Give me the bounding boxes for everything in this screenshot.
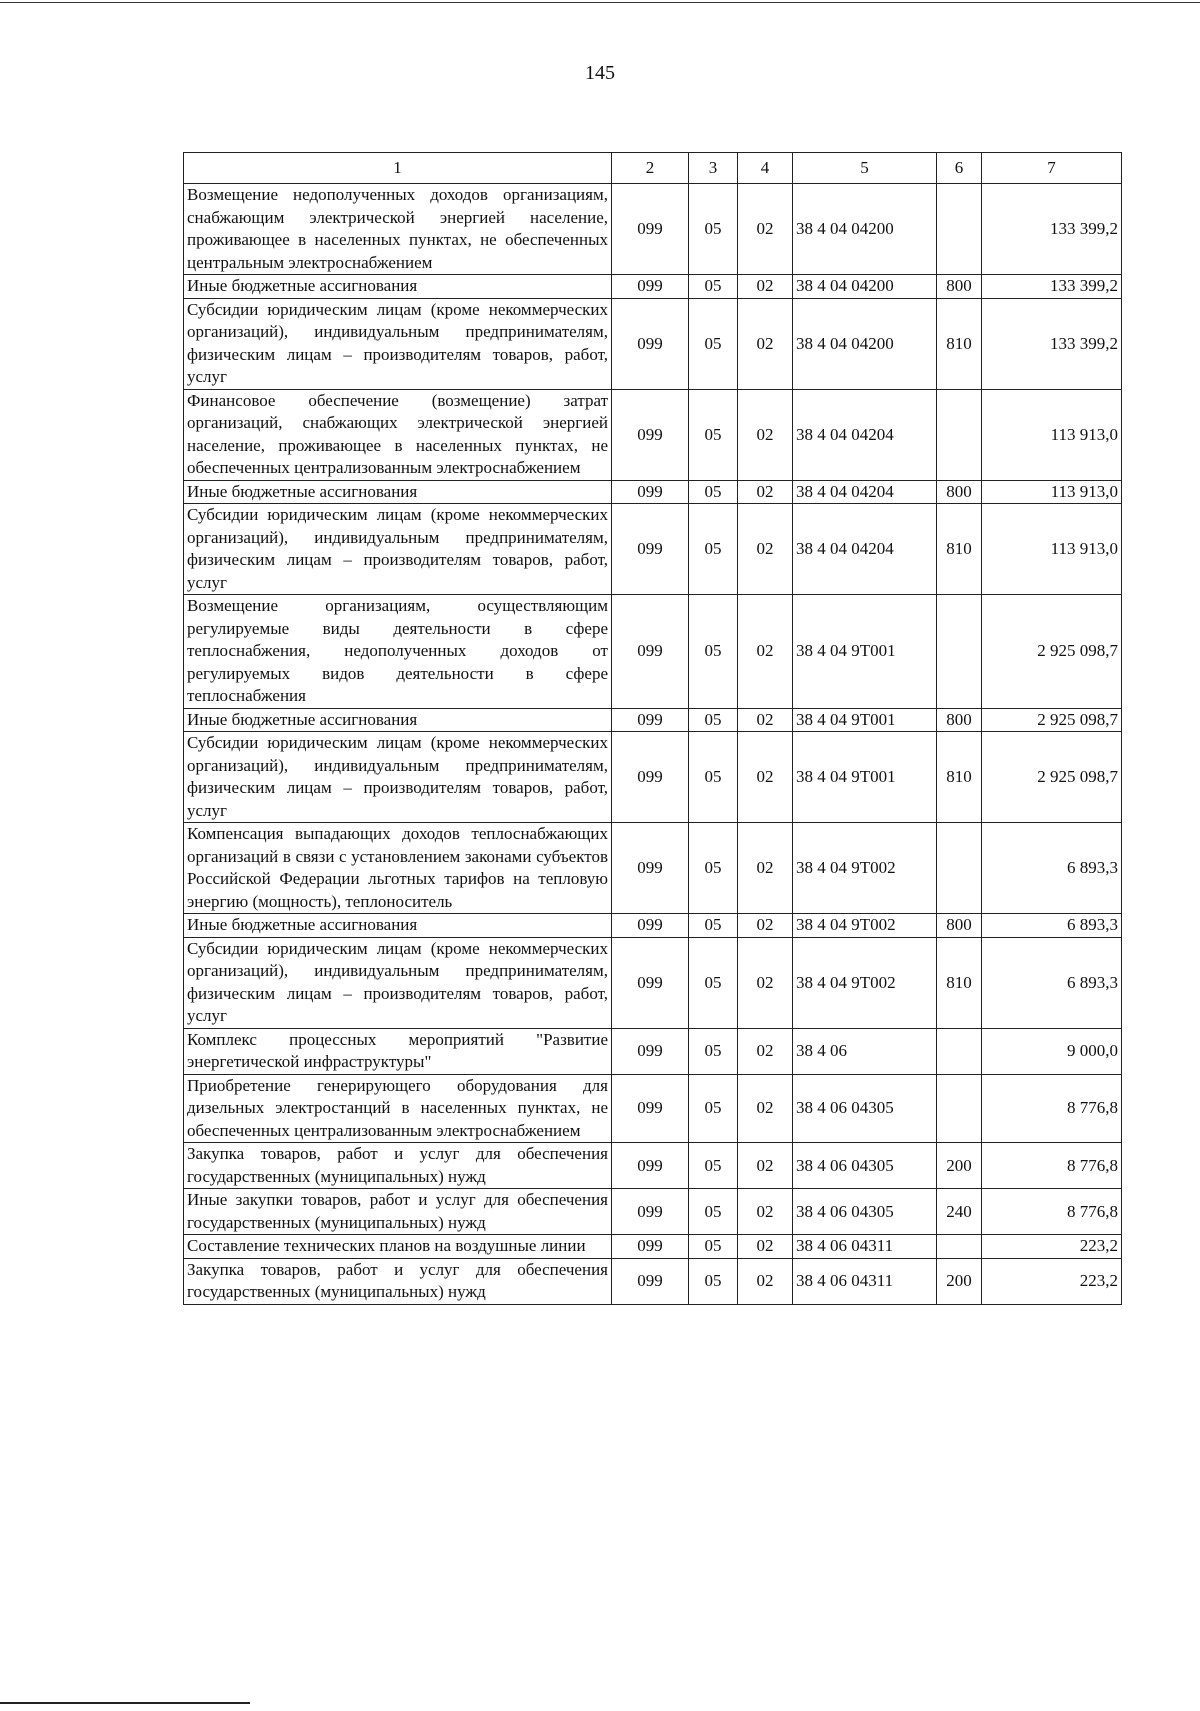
- table-row: [184, 184, 1122, 275]
- header-col-7: 7: [982, 153, 1122, 184]
- row-amount: 113 913,0: [982, 504, 1122, 595]
- row-subsection-code: 02: [738, 298, 793, 389]
- row-amount: 9 000,0: [982, 1028, 1122, 1074]
- row-expense-type-code: 810: [937, 298, 982, 389]
- row-amount: 8 776,8: [982, 1189, 1122, 1235]
- row-description: Иные бюджетные ассигнования: [184, 275, 612, 299]
- row-section-code: 05: [689, 1028, 738, 1074]
- row-amount: 6 893,3: [982, 937, 1122, 1028]
- row-section-code: 05: [689, 1258, 738, 1304]
- row-section-code: 05: [689, 823, 738, 914]
- row-section-code: 05: [689, 480, 738, 504]
- table-row: [184, 732, 1122, 823]
- header-col-4: 4: [738, 153, 793, 184]
- row-amount: 113 913,0: [982, 389, 1122, 480]
- row-section-code: 05: [689, 1074, 738, 1143]
- top-border-line: [0, 2, 1200, 3]
- row-chapter-code: 099: [612, 595, 689, 709]
- table-row: [184, 595, 1122, 709]
- row-subsection-code: 02: [738, 275, 793, 299]
- row-subsection-code: 02: [738, 914, 793, 938]
- row-section-code: 05: [689, 937, 738, 1028]
- row-section-code: 05: [689, 1189, 738, 1235]
- header-col-3: 3: [689, 153, 738, 184]
- row-subsection-code: 02: [738, 1028, 793, 1074]
- row-target-article-code: 38 4 06 04311: [793, 1258, 937, 1304]
- row-expense-type-code: 810: [937, 504, 982, 595]
- row-expense-type-code: 810: [937, 732, 982, 823]
- header-col-2: 2: [612, 153, 689, 184]
- row-section-code: 05: [689, 1235, 738, 1259]
- row-chapter-code: 099: [612, 1235, 689, 1259]
- row-section-code: 05: [689, 275, 738, 299]
- table-row: [184, 823, 1122, 914]
- row-expense-type-code: 200: [937, 1258, 982, 1304]
- row-description: Возмещение недополученных доходов организациям, снабжающим электрической энергией население, проживающее в населенных пунктах, не обеспеченных центральным электроснабжением: [184, 184, 612, 275]
- row-description: Закупка товаров, работ и услуг для обеспечения государственных (муниципальных) нужд: [184, 1258, 612, 1304]
- row-target-article-code: 38 4 06: [793, 1028, 937, 1074]
- row-expense-type-code: 200: [937, 1143, 982, 1189]
- row-section-code: 05: [689, 389, 738, 480]
- table-row: [184, 1235, 1122, 1259]
- table-body: [184, 184, 1122, 1305]
- row-expense-type-code: 810: [937, 937, 982, 1028]
- row-subsection-code: 02: [738, 732, 793, 823]
- row-target-article-code: 38 4 04 9Т002: [793, 914, 937, 938]
- row-target-article-code: 38 4 04 9Т001: [793, 732, 937, 823]
- row-subsection-code: 02: [738, 595, 793, 709]
- row-target-article-code: 38 4 04 04204: [793, 480, 937, 504]
- row-description: Возмещение организациям, осуществляющим регулируемые виды деятельности в сфере теплоснабжения, недополученных доходов от регулируемых видов деятельности в сфере теплоснабжения: [184, 595, 612, 709]
- row-expense-type-code: [937, 1074, 982, 1143]
- row-subsection-code: 02: [738, 1143, 793, 1189]
- row-amount: 133 399,2: [982, 275, 1122, 299]
- row-description: Финансовое обеспечение (возмещение) затрат организаций, снабжающих электрической энергией население, проживающее в населенных пунктах, не обеспеченных централизованным электроснабжением: [184, 389, 612, 480]
- table-row: [184, 389, 1122, 480]
- row-expense-type-code: 800: [937, 480, 982, 504]
- table-row: [184, 275, 1122, 299]
- row-chapter-code: 099: [612, 480, 689, 504]
- row-expense-type-code: [937, 823, 982, 914]
- table-row: [184, 298, 1122, 389]
- row-subsection-code: 02: [738, 504, 793, 595]
- row-amount: 6 893,3: [982, 914, 1122, 938]
- table-row: [184, 1189, 1122, 1235]
- row-section-code: 05: [689, 595, 738, 709]
- row-subsection-code: 02: [738, 1258, 793, 1304]
- row-description: Составление технических планов на воздушные линии: [184, 1235, 612, 1259]
- row-subsection-code: 02: [738, 1235, 793, 1259]
- row-description: Иные бюджетные ассигнования: [184, 480, 612, 504]
- row-section-code: 05: [689, 504, 738, 595]
- row-target-article-code: 38 4 04 9Т001: [793, 708, 937, 732]
- row-expense-type-code: 240: [937, 1189, 982, 1235]
- row-amount: 133 399,2: [982, 184, 1122, 275]
- row-target-article-code: 38 4 04 9Т001: [793, 595, 937, 709]
- row-amount: 223,2: [982, 1235, 1122, 1259]
- row-amount: 2 925 098,7: [982, 595, 1122, 709]
- table-row: [184, 1143, 1122, 1189]
- row-description: Субсидии юридическим лицам (кроме некоммерческих организаций), индивидуальным предпринимателям, физическим лицам – производителям товаров, работ, услуг: [184, 504, 612, 595]
- row-amount: 8 776,8: [982, 1074, 1122, 1143]
- row-description: Закупка товаров, работ и услуг для обеспечения государственных (муниципальных) нужд: [184, 1143, 612, 1189]
- budget-table: [183, 152, 1122, 1305]
- row-target-article-code: 38 4 06 04305: [793, 1074, 937, 1143]
- table-row: [184, 504, 1122, 595]
- row-section-code: 05: [689, 184, 738, 275]
- table-row: [184, 708, 1122, 732]
- row-amount: 133 399,2: [982, 298, 1122, 389]
- row-section-code: 05: [689, 708, 738, 732]
- table-row: [184, 480, 1122, 504]
- row-amount: 113 913,0: [982, 480, 1122, 504]
- header-col-5: 5: [793, 153, 937, 184]
- row-chapter-code: 099: [612, 708, 689, 732]
- row-chapter-code: 099: [612, 1028, 689, 1074]
- row-chapter-code: 099: [612, 298, 689, 389]
- table-header-row: [184, 153, 1122, 184]
- row-chapter-code: 099: [612, 937, 689, 1028]
- row-description: Иные закупки товаров, работ и услуг для обеспечения государственных (муниципальных) нужд: [184, 1189, 612, 1235]
- row-expense-type-code: [937, 1028, 982, 1074]
- row-target-article-code: 38 4 06 04305: [793, 1143, 937, 1189]
- row-amount: 2 925 098,7: [982, 732, 1122, 823]
- row-chapter-code: 099: [612, 389, 689, 480]
- row-subsection-code: 02: [738, 480, 793, 504]
- row-description: Приобретение генерирующего оборудования для дизельных электростанций в населенных пунктах, не обеспеченных централизованным электроснабжением: [184, 1074, 612, 1143]
- row-expense-type-code: 800: [937, 275, 982, 299]
- row-subsection-code: 02: [738, 184, 793, 275]
- row-subsection-code: 02: [738, 823, 793, 914]
- row-expense-type-code: 800: [937, 708, 982, 732]
- row-subsection-code: 02: [738, 708, 793, 732]
- row-subsection-code: 02: [738, 389, 793, 480]
- row-chapter-code: 099: [612, 1189, 689, 1235]
- row-expense-type-code: [937, 595, 982, 709]
- row-target-article-code: 38 4 04 04200: [793, 184, 937, 275]
- row-description: Компенсация выпадающих доходов теплоснабжающих организаций в связи с установлением законами субъектов Российской Федерации льготных тарифов на тепловую энергию (мощность), теплоноситель: [184, 823, 612, 914]
- row-target-article-code: 38 4 04 04204: [793, 504, 937, 595]
- row-target-article-code: 38 4 04 04200: [793, 275, 937, 299]
- table-row: [184, 1074, 1122, 1143]
- row-expense-type-code: [937, 389, 982, 480]
- table-row: [184, 1028, 1122, 1074]
- row-section-code: 05: [689, 732, 738, 823]
- row-subsection-code: 02: [738, 1189, 793, 1235]
- row-expense-type-code: [937, 184, 982, 275]
- row-section-code: 05: [689, 914, 738, 938]
- row-section-code: 05: [689, 1143, 738, 1189]
- row-amount: 2 925 098,7: [982, 708, 1122, 732]
- row-amount: 223,2: [982, 1258, 1122, 1304]
- row-chapter-code: 099: [612, 275, 689, 299]
- row-description: Субсидии юридическим лицам (кроме некоммерческих организаций), индивидуальным предпринимателям, физическим лицам – производителям товаров, работ, услуг: [184, 937, 612, 1028]
- row-target-article-code: 38 4 04 04204: [793, 389, 937, 480]
- row-chapter-code: 099: [612, 823, 689, 914]
- table-row: [184, 937, 1122, 1028]
- row-chapter-code: 099: [612, 914, 689, 938]
- row-chapter-code: 099: [612, 732, 689, 823]
- row-target-article-code: 38 4 04 04200: [793, 298, 937, 389]
- row-chapter-code: 099: [612, 504, 689, 595]
- row-description: Иные бюджетные ассигнования: [184, 708, 612, 732]
- row-subsection-code: 02: [738, 937, 793, 1028]
- header-col-6: 6: [937, 153, 982, 184]
- row-chapter-code: 099: [612, 1074, 689, 1143]
- row-target-article-code: 38 4 06 04311: [793, 1235, 937, 1259]
- row-subsection-code: 02: [738, 1074, 793, 1143]
- table-row: [184, 1258, 1122, 1304]
- row-amount: 6 893,3: [982, 823, 1122, 914]
- row-description: Субсидии юридическим лицам (кроме некоммерческих организаций), индивидуальным предпринимателям, физическим лицам – производителям товаров, работ, услуг: [184, 732, 612, 823]
- row-description: Иные бюджетные ассигнования: [184, 914, 612, 938]
- row-description: Субсидии юридическим лицам (кроме некоммерческих организаций), индивидуальным предпринимателям, физическим лицам – производителям товаров, работ, услуг: [184, 298, 612, 389]
- table-row: [184, 914, 1122, 938]
- row-target-article-code: 38 4 04 9Т002: [793, 823, 937, 914]
- row-section-code: 05: [689, 298, 738, 389]
- bottom-border-line: [0, 1702, 250, 1704]
- row-description: Комплекс процессных мероприятий "Развитие энергетической инфраструктуры": [184, 1028, 612, 1074]
- header-col-1: 1: [184, 153, 612, 184]
- row-chapter-code: 099: [612, 1143, 689, 1189]
- row-chapter-code: 099: [612, 1258, 689, 1304]
- row-expense-type-code: 800: [937, 914, 982, 938]
- row-expense-type-code: [937, 1235, 982, 1259]
- row-chapter-code: 099: [612, 184, 689, 275]
- row-amount: 8 776,8: [982, 1143, 1122, 1189]
- page-number: 145: [585, 62, 615, 84]
- row-target-article-code: 38 4 06 04305: [793, 1189, 937, 1235]
- row-target-article-code: 38 4 04 9Т002: [793, 937, 937, 1028]
